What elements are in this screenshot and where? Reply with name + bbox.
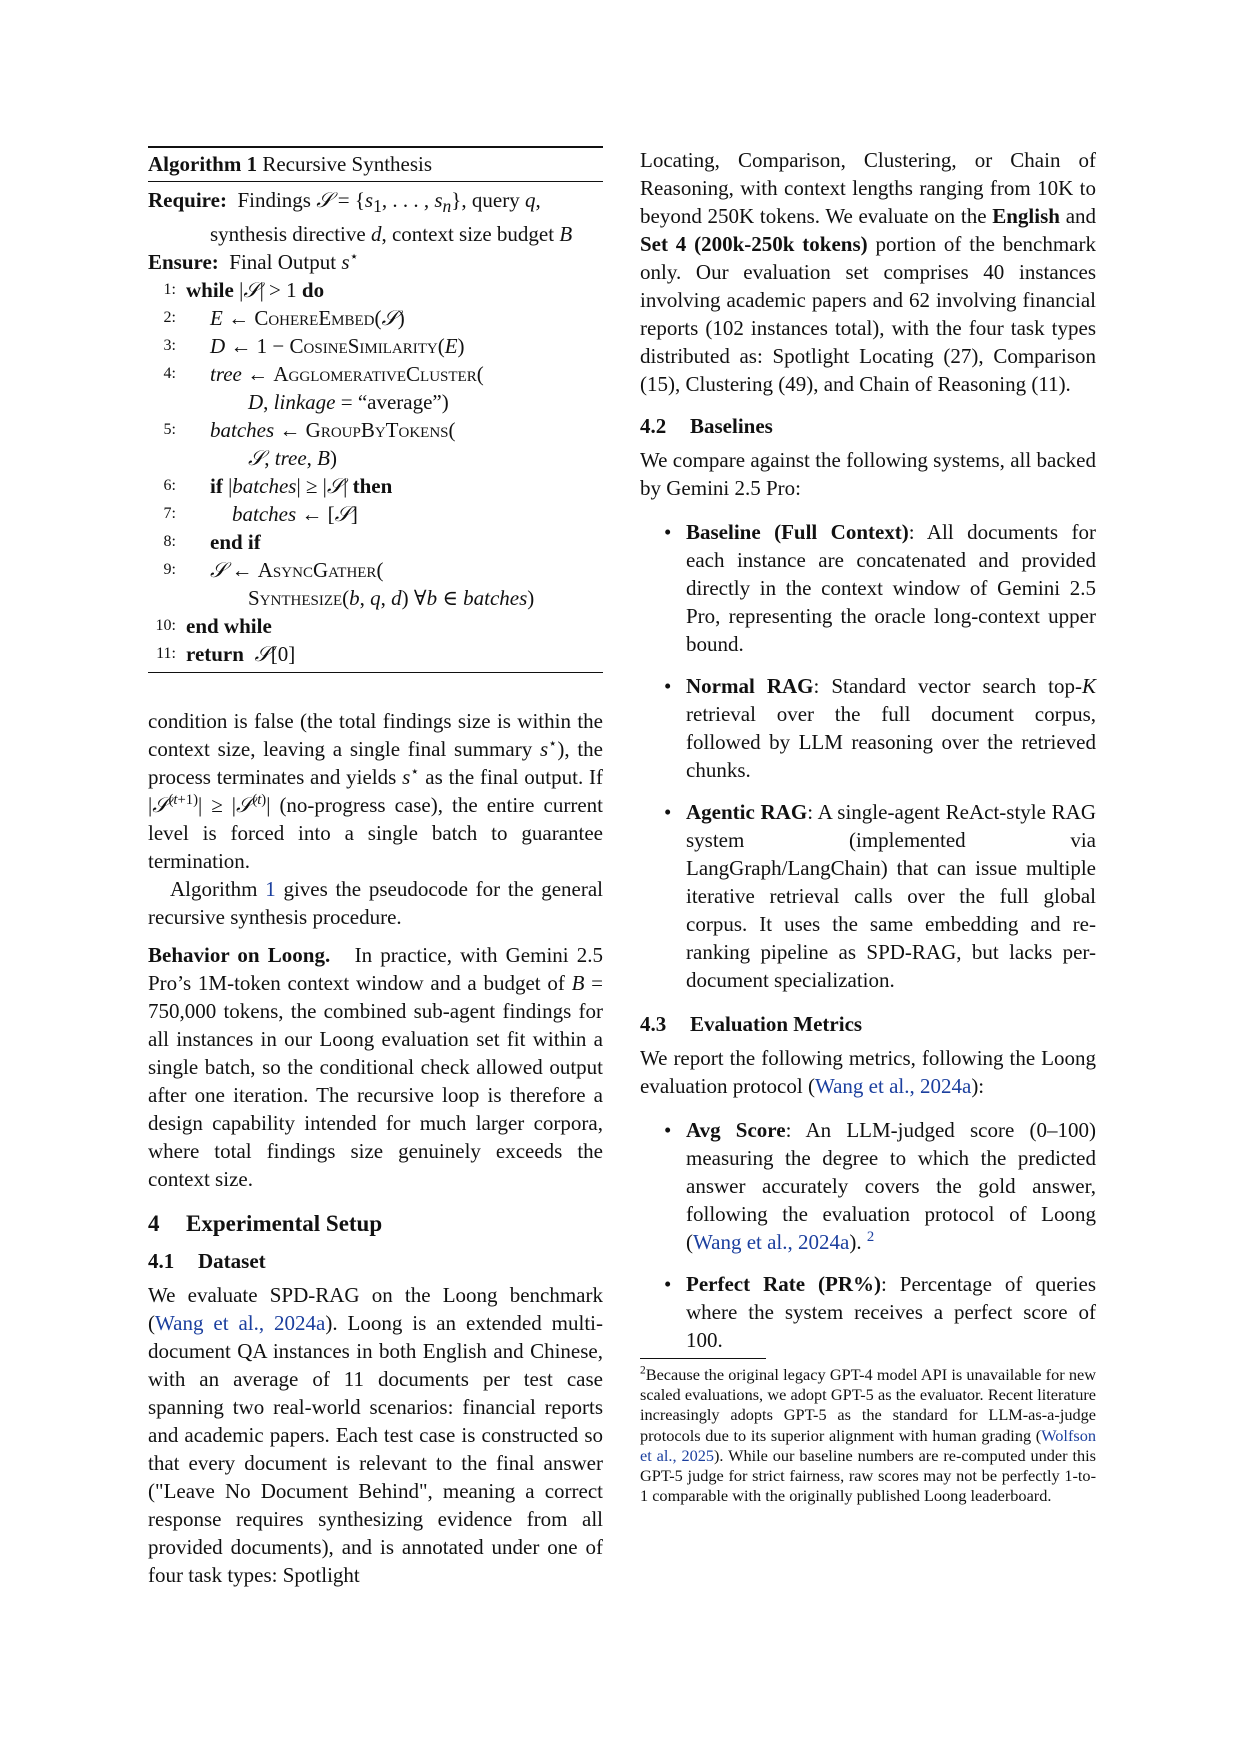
algorithm-line-1: 1: while |𝒮| > 1 do bbox=[163, 278, 325, 303]
algorithm-require: Require: Findings 𝒮 = {$s_1$, . . . , $s_n$}, query q, bbox=[148, 188, 541, 217]
algorithm-line-5-cont: 𝒮, tree, B) bbox=[248, 446, 337, 471]
algorithm-line-7: 7: batches ← [𝒮] bbox=[163, 502, 358, 527]
citation-wang-2024a[interactable]: Wang et al., 2024a bbox=[814, 1074, 972, 1098]
algorithm-line-2: 2: E ← CohereEmbed(𝒮) bbox=[163, 306, 405, 331]
algorithm-title: Algorithm 1 Recursive Synthesis bbox=[148, 148, 603, 182]
section-4-2-heading: 4.2 Baselines bbox=[640, 414, 773, 438]
paragraph-dataset: We evaluate SPD-RAG on the Loong benchmark (Wang et al., 2024a). Loong is an extended multi-document QA instances in both English and Chinese, with an average of 11 documents per test case spanning two real-world scenarios: financial reports and academic papers. Each test case is constructed so that every document is relevant to the final answer ("Leave No Document Behind", meaning a correct response requires synthesizing evidence from all provided documents), and is annotated under one of four task types: Spotlight bbox=[148, 1283, 604, 1588]
paragraph-baselines-intro: We compare against the following systems, all backed by Gemini 2.5 Pro: bbox=[640, 448, 1096, 500]
list-item: • Agentic RAG: A single-agent ReAct-style RAG system (implemented via LangGraph/LangChain) that can issue multiple iterative retrieval calls over the full global corpus. It uses the same embedding and re-ranking pipeline as SPD-RAG, but lacks per-document specialization. bbox=[664, 800, 1096, 992]
algorithm-line-5: 5: batches ← GroupByTokens( bbox=[163, 418, 456, 443]
footnote-marker[interactable]: 2 bbox=[866, 1229, 875, 1245]
baselines-list bbox=[640, 518, 1096, 994]
algorithm-line-9: 9: 𝒮 ← AsyncGather( bbox=[163, 558, 384, 583]
list-item: • Perfect Rate (PR%): Percentage of queries where the system receives a perfect score of 100. bbox=[664, 1272, 1096, 1352]
algorithm-ensure: Ensure: Final Output s⋆ bbox=[148, 249, 359, 275]
algorithm-line-6: 6: if |batches| ≥ |𝒮| then bbox=[163, 474, 393, 499]
algorithm-ref-link[interactable]: 1 bbox=[265, 877, 276, 902]
paragraph-algorithm-ref: Algorithm 1 gives the pseudocode for the general recursive synthesis procedure. bbox=[148, 877, 604, 930]
citation-wolfson-2025[interactable]: Wolfson et al., 2025 bbox=[640, 1425, 1096, 1465]
paragraph-termination: condition is false (the total findings size is within the context size, leaving a single final summary s⋆), the process terminates and yields s⋆ as the final output. If |𝒮$^{(t+1)}$| ≥ |𝒮$^{(t)}$| (no-progress case), the entire current level is forced into a single batch to guarantee termination. bbox=[148, 709, 604, 874]
right-column bbox=[640, 146, 1096, 1506]
list-item: • Baseline (Full Context): All documents for each instance are concatenated and provided directly in the context window of Gemini 2.5 Pro, representing the oracle long-context upper bound. bbox=[664, 520, 1096, 656]
citation-wang-2024a[interactable]: Wang et al., 2024a bbox=[693, 1230, 850, 1254]
algorithm-line-10: 10: end while bbox=[155, 614, 272, 639]
list-item: • Avg Score: An LLM-judged score (0–100) measuring the degree to which the predicted answer accurately covers the gold answer, following the evaluation protocol of Loong (Wang et al., 2024a). $^2$ bbox=[664, 1118, 1096, 1254]
paragraph-metrics-intro: We report the following metrics, following the Loong evaluation protocol (Wang et al., 2024a): bbox=[640, 1046, 1096, 1098]
paragraph-behavior-loong: Behavior on Loong. In practice, with Gemini 2.5 Pro’s 1M-token context window and a budget of B = 750,000 tokens, the combined sub-agent findings for all instances in our Loong evaluation set fit within a single batch, so the conditional check allowed output after one iteration. The recursive loop is therefore a design capability intended for much larger corpora, where total findings size genuinely exceeds the context size. bbox=[148, 943, 604, 1192]
algorithm-line-11: 11: return 𝒮[0] bbox=[156, 642, 296, 667]
footnote-divider bbox=[640, 1358, 766, 1359]
algorithm-line-4-cont: D, linkage = “average”) bbox=[248, 390, 449, 415]
left-column bbox=[148, 146, 603, 1589]
algorithm-line-9-cont: Synthesize(b, q, d) ∀b ∈ batches) bbox=[248, 586, 535, 611]
citation-wang-2024a[interactable]: Wang et al., 2024a bbox=[155, 1311, 326, 1336]
section-4-3-heading: 4.3 Evaluation Metrics bbox=[640, 1012, 863, 1036]
paragraph-dataset-cont: Locating, Comparison, Clustering, or Chain of Reasoning, with context lengths ranging from 10K to beyond 250K tokens. We evaluate on the English and Set 4 (200k-250k tokens) portion of the benchmark only. Our evaluation set comprises 40 instances involving academic papers and 62 involving financial reports (102 instances total), with the four task types distributed as: Spotlight Locating (27), Comparison (15), Clustering (49), and Chain of Reasoning (11). bbox=[640, 148, 1097, 396]
algorithm-line-8: 8: end if bbox=[163, 530, 261, 555]
list-item: • Normal RAG: Standard vector search top-K retrieval over the full document corpus, followed by LLM reasoning over the retrieved chunks. bbox=[664, 674, 1096, 782]
footnote: $^2$Because the original legacy GPT-4 model API is unavailable for new scaled evaluations, we adopt GPT-5 as the evaluator. Recent literature increasingly adopts GPT-5 as the standard for LLM-as-a-judge protocols due to its superior alignment with human grading (Wolfson et al., 2025). While our baseline numbers are re-computed under this GPT-5 judge for strict fairness, raw scores may not be perfectly 1-to-1 comparable with the originally published Loong leaderboard. bbox=[640, 1364, 1096, 1506]
algorithm-line-3: 3: D ← 1 − CosineSimilarity(E) bbox=[163, 334, 465, 359]
section-4-heading: 4 Experimental Setup bbox=[148, 1211, 383, 1237]
algorithm-require-cont: synthesis directive d, context size budget B bbox=[210, 222, 573, 247]
metrics-list bbox=[640, 1116, 1096, 1354]
algorithm-line-4: 4: tree ← AgglomerativeCluster( bbox=[163, 362, 484, 387]
section-4-1-heading: 4.1 Dataset bbox=[148, 1249, 266, 1274]
algorithm-box bbox=[148, 146, 603, 673]
